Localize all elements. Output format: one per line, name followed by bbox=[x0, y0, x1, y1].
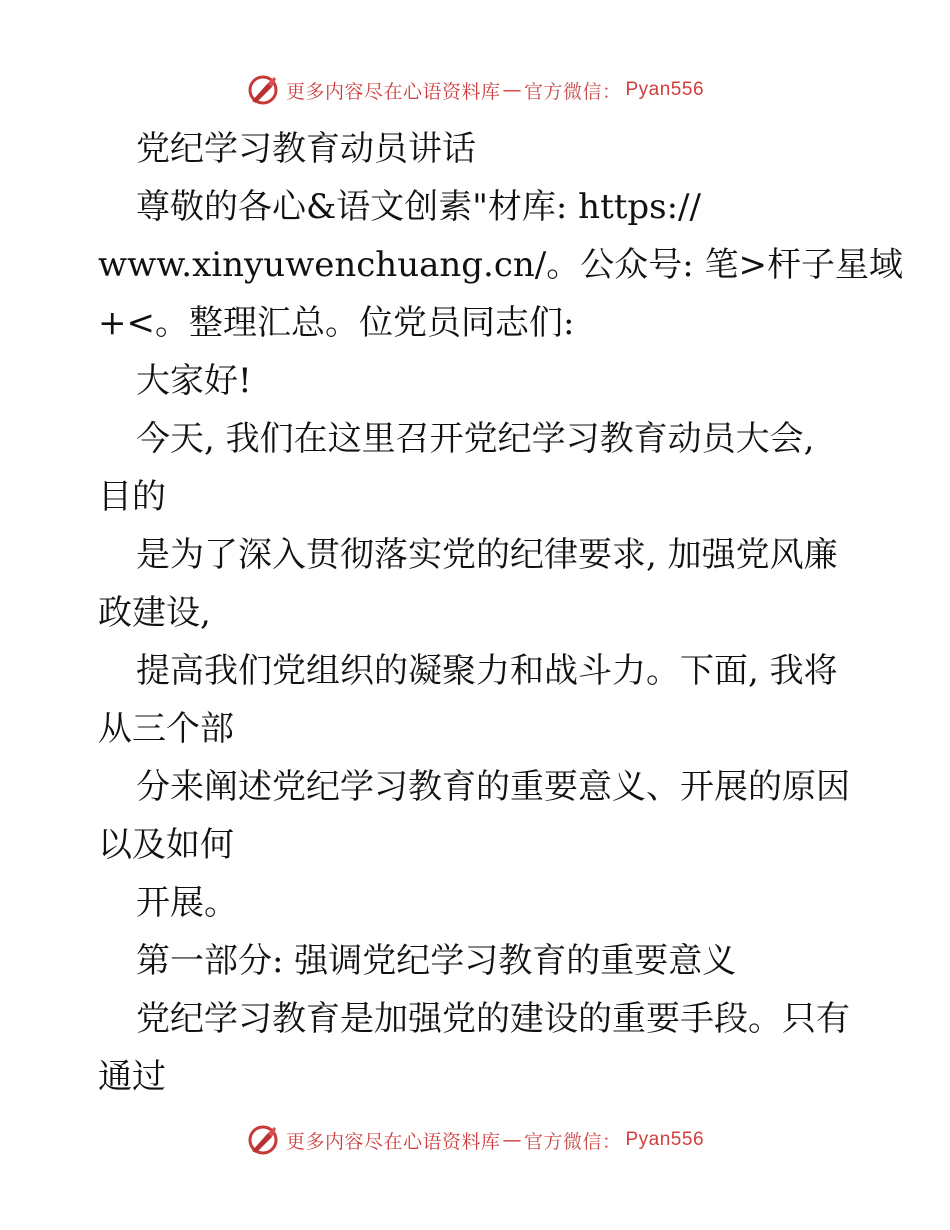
paragraph-line: 大家好! bbox=[136, 361, 252, 401]
paragraph-line: 分来阐述党纪学习教育的重要意义、开展的原因 bbox=[136, 767, 850, 807]
paragraph-line: 今天, 我们在这里召开党纪学习教育动员大会, bbox=[136, 419, 815, 459]
paragraph-line: 以及如何 bbox=[98, 825, 234, 865]
paragraph-line: www.xinyuwenchuang.cn/。公众号: 笔>杆子星域 bbox=[98, 245, 903, 285]
doc-title: 党纪学习教育动员讲话 bbox=[136, 129, 476, 169]
header-watermark-banner bbox=[0, 70, 950, 110]
paragraph-line: 提高我们党组织的凝聚力和战斗力。下面, 我将 bbox=[136, 651, 838, 691]
banner-wechat-label: 官方微信： bbox=[523, 80, 622, 103]
banner-wechat-label: 官方微信： bbox=[523, 1130, 622, 1153]
banner-separator: — bbox=[502, 1129, 522, 1151]
paragraph-line: +<。整理汇总。位党员同志们: bbox=[98, 303, 575, 343]
pen-logo-icon bbox=[246, 73, 280, 107]
paragraph-line: 开展。 bbox=[136, 883, 238, 923]
paragraph-line: 目的 bbox=[98, 477, 166, 517]
pen-logo-icon bbox=[246, 1123, 280, 1157]
banner-text: 更多内容尽在心语资料库 bbox=[285, 1130, 501, 1153]
paragraph-line: 尊敬的各心&语文创素"材库: https:// bbox=[136, 187, 701, 227]
document-body bbox=[98, 120, 903, 1106]
banner-handle: Pyan556 bbox=[625, 79, 705, 100]
footer-watermark-banner bbox=[0, 1120, 950, 1160]
paragraph-line: 党纪学习教育是加强党的建设的重要手段。只有 bbox=[136, 999, 850, 1039]
paragraph-line: 是为了深入贯彻落实党的纪律要求, 加强党风廉 bbox=[136, 535, 838, 575]
paragraph-line: 政建设, bbox=[98, 593, 211, 633]
banner-separator: — bbox=[502, 79, 522, 101]
section-heading: 第一部分: 强调党纪学习教育的重要意义 bbox=[136, 941, 737, 981]
paragraph-line: 通过 bbox=[98, 1057, 166, 1097]
banner-text: 更多内容尽在心语资料库 bbox=[285, 80, 501, 103]
banner-handle: Pyan556 bbox=[625, 1129, 705, 1150]
paragraph-line: 从三个部 bbox=[98, 709, 234, 749]
